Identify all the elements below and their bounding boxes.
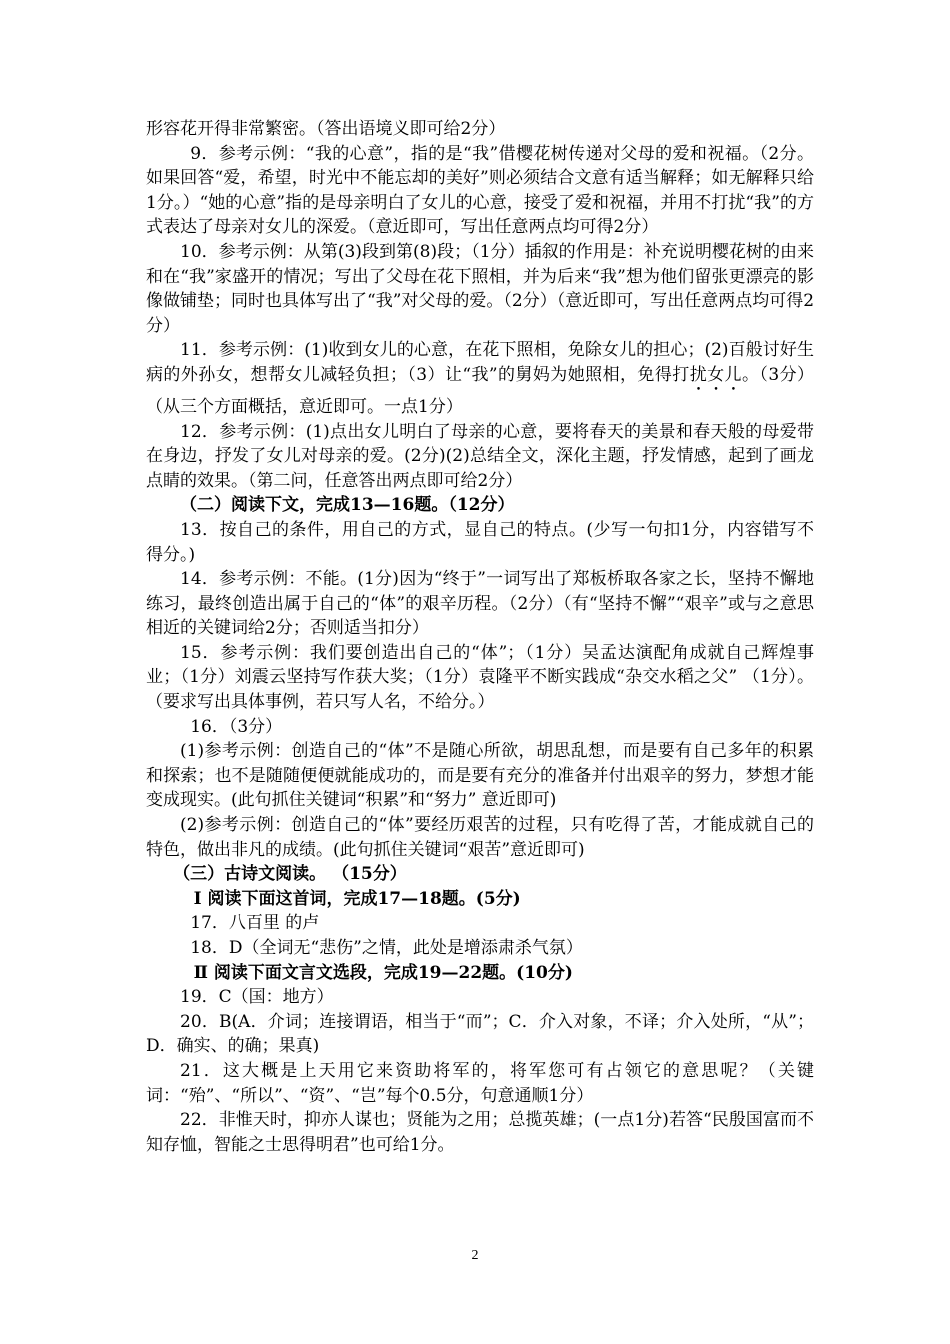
answer-22: 22．非惟天时，抑亦人谋也；贤能为之用；总揽英雄；(一点1分)若答“民殷国富而不知存恤，智能之士思得明君”也可给1分。 — [146, 1110, 814, 1155]
answer-10: 10．参考示例：从第(3)段到第(8)段；（1分）插叙的作用是：补充说明樱花树的由来和在“我”家盛开的情况；写出了父母在花下照相，并为后来“我”想为他们留张更漂亮的影像做铺垫；同时也具体写出了“我”对父母的爱。（2分）（意近即可，写出任意两点均可得2分） — [146, 241, 815, 336]
answer-19: 19．C（国：地方） — [180, 987, 334, 1008]
answer-17: 17．八百里 的卢 — [190, 913, 320, 934]
page-number: 2 — [471, 1248, 479, 1263]
subsection-heading-1: Ⅰ 阅读下面这首词，完成17—18题。(5分) — [193, 888, 521, 909]
answer-11-main: 11．参考示例：(1)收到女儿的心意，在花下照相，免除女儿的担心；(2)百般讨好生病的外孙女，想帮女儿减轻负担；（3）让“我”的舅妈为她照相，免得打 — [146, 340, 814, 385]
subsection-heading-2: Ⅱ 阅读下面文言文选段，完成19—22题。(10分) — [193, 962, 573, 983]
answer-16: 16．（3分） — [190, 716, 283, 737]
answer-21: 21．这大概是上天用它来资助将军的，将军您可有占领它的意思呢？（关键词：“殆”、“所以”、“资”、“岂”每个0.5分，句意通顺1分） — [146, 1060, 814, 1106]
answer-20: 20．B(A．介词；连接谓语，相当于“而”；C．介入对象，不译；介入处所，“从”；D．确实、的确；果真) — [146, 1011, 814, 1057]
answer-12: 12．参考示例：(1)点出女儿明白了母亲的心意，要将春天的美景和春天般的母爱带在身边，抒发了女儿对母亲的爱。(2分)(2)总结全文，深化主题，抒发情感，起到了画龙点睛的效果。（第二问，任意答出两点即可给2分） — [146, 421, 814, 491]
section-heading-2: （二）阅读下文，完成13—16题。（12分） — [180, 495, 515, 516]
answer-11-emphasis: 扰女儿 — [689, 364, 742, 385]
answer-11 — [146, 338, 814, 419]
answer-key-body — [146, 117, 814, 1157]
answer-9: 9．参考示例：“我的心意”，指的是“我”借樱花树传递对父母的爱和祝福。（2分。如果回答“爱，希望，时光中不能忘却的美好”则必须结合文意有适当解释；如无解释只给1分。）“她的心意”指的是母亲明白了女儿的心意，接受了爱和祝福，并用不打扰“我”的方式表达了母亲对女儿的深爱。（意近即可，写出任意两点均可得2分） — [146, 143, 814, 238]
answer-15: 15．参考示例：我们要创造出自己的“体”；（1分）吴孟达演配角成就自己辉煌事业；（1分）刘震云坚持写作获大奖；（1分）袁隆平不断实践成“杂交水稻之父” （1分）。（要求写出具体事例，若只写人名，不给分。） — [146, 642, 814, 713]
answer-16-part-2: (2)参考示例：创造自己的“体”要经历艰苦的过程，只有吃得了苦，才能成就自己的特色，做出非凡的成绩。(此句抓住关键词“艰苦”意近即可) — [146, 815, 814, 860]
answer-14: 14．参考示例：不能。(1分)因为“终于”一词写出了郑板桥取各家之长，坚持不懈地练习，最终创造出属于自己的“体”的艰辛历程。（2分）（有“坚持不懈”“艰辛”或与之意思相近的关键词给2分；否则适当扣分） — [146, 569, 814, 639]
answer-18: 18．D（全词无“悲伤”之情，此处是增添肃杀气氛） — [190, 938, 583, 958]
answer-13: 13．按自己的条件，用自己的方式，显自己的特点。(少写一句扣1分，内容错写不得分。) — [146, 519, 814, 565]
answer-16-part-1: (1)参考示例：创造自己的“体”不是随心所欲，胡思乱想，而是要有自己多年的积累和探索；也不是随随便便就能成功的，而是要有充分的准备并付出艰辛的努力，梦想才能变成现实。(此句抓住关键词“积累”和“努力” 意近即可) — [146, 741, 814, 811]
answer-8-continued: 形容花开得非常繁密。（答出语境义即可给2分） — [146, 119, 506, 139]
section-heading-3: （三）古诗文阅读。 （15分） — [173, 864, 407, 885]
answer-11-tail: 。（3分）（从三个方面概括，意近即可。一点1分） — [146, 364, 814, 417]
